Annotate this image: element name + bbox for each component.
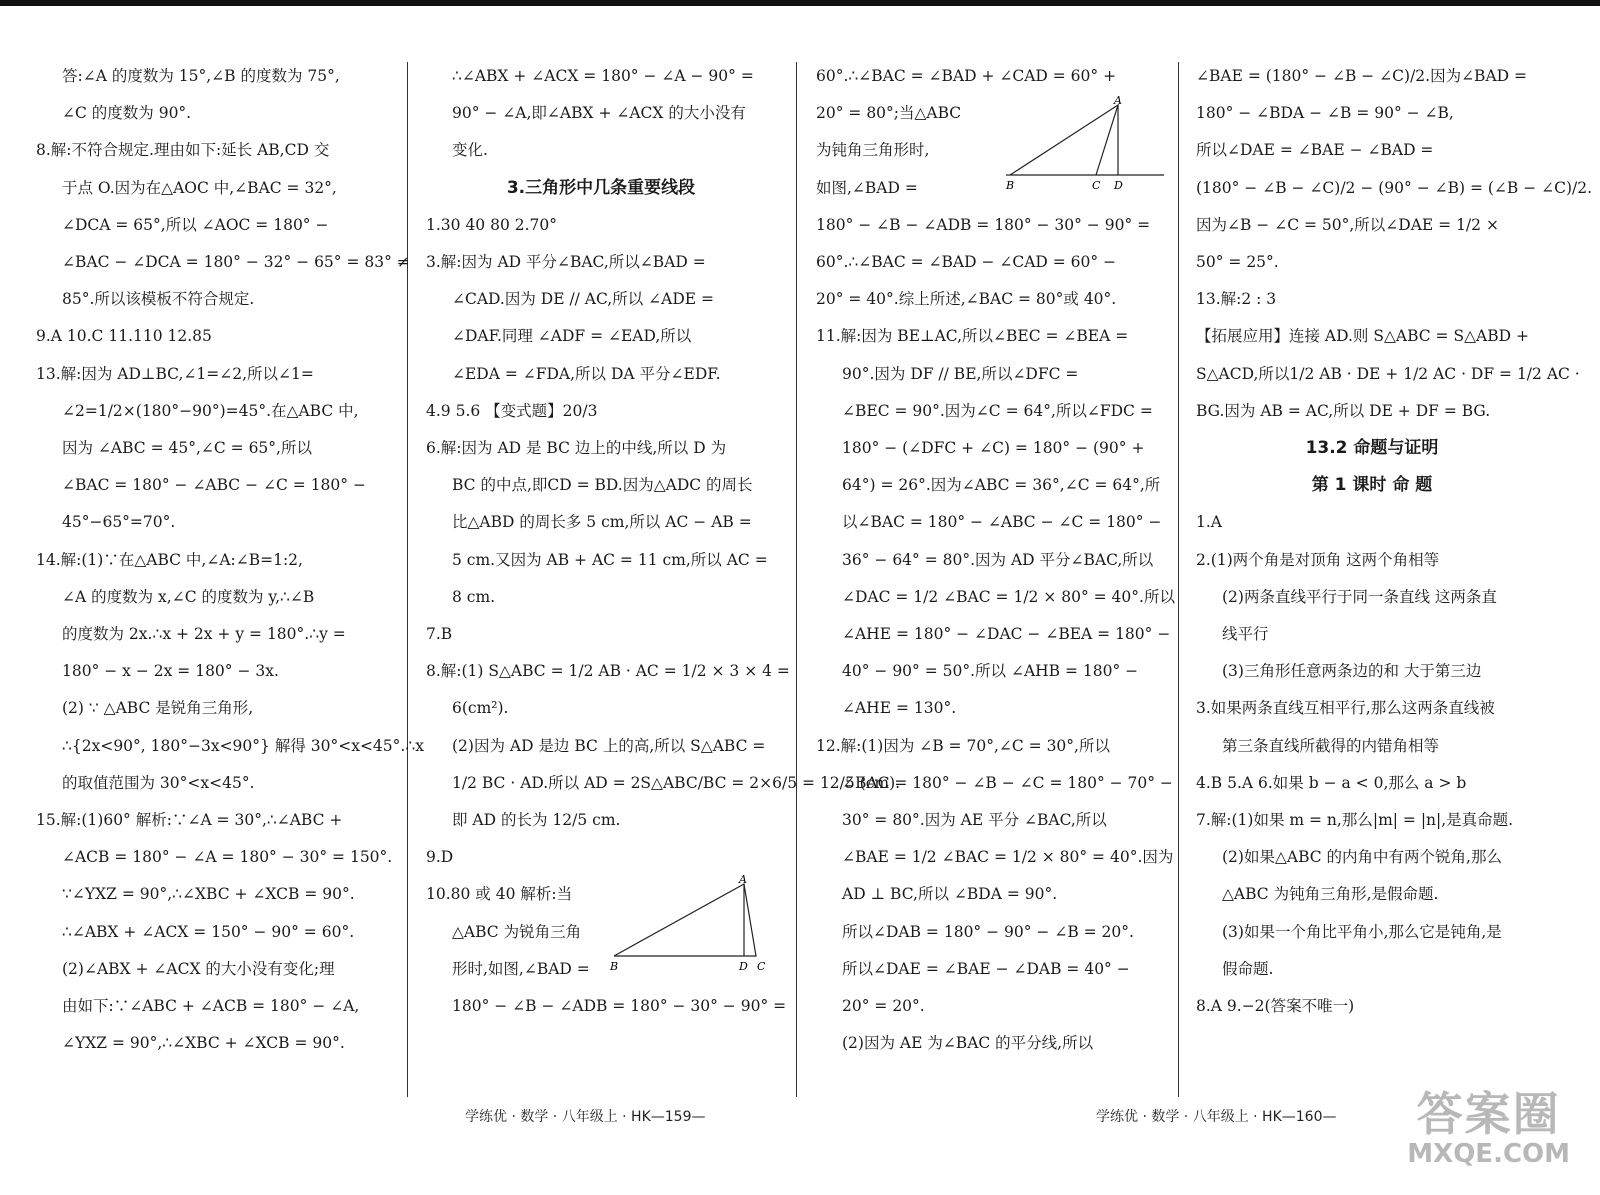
text-line: (3)如果一个角比平角小,那么它是钝角,是 <box>1222 922 1502 941</box>
text-line: (2)∠ABX + ∠ACX 的大小没有变化;理 <box>62 959 335 978</box>
watermark-main: 答案圈 <box>1416 1087 1561 1141</box>
watermark-sub: MXQE.COM <box>1407 1139 1570 1169</box>
text-line: 1.A <box>1196 513 1222 532</box>
text-line: 40° − 90° = 50°.所以 ∠AHB = 180° − <box>842 662 1139 681</box>
text-line: 8.解:不符合规定.理由如下:延长 AB,CD 交 <box>36 141 330 160</box>
figure-block-obtuse <box>816 95 1166 207</box>
page-footer-left: 学练优 · 数学 · 八年级上 · HK—159— <box>465 1109 706 1125</box>
text-line: ∠BAC − ∠DCA = 180° − 32° − 65° = 83° ≠ <box>62 253 410 272</box>
text-line: 180° − ∠BDA − ∠B = 90° − ∠B, <box>1196 104 1454 123</box>
column-divider <box>407 62 408 1097</box>
text-line: 20° = 40°.综上所述,∠BAC = 80°或 40°. <box>816 290 1117 309</box>
text-line: 8.解:(1) S△ABC = 1/2 AB · AC = 1/2 × 3 × 4 = <box>426 662 790 681</box>
text-line: 比△ABD 的周长多 5 cm,所以 AC − AB = <box>452 513 752 532</box>
text-line: 7.B <box>426 625 453 644</box>
text-line: 4.B 5.A 6.如果 b − a < 0,那么 a > b <box>1196 773 1467 792</box>
text-line: 60°.∴∠BAC = ∠BAD + ∠CAD = 60° + <box>816 67 1117 85</box>
text-line: 6(cm²). <box>452 699 509 718</box>
text-line: 30° = 80°.因为 AE 平分 ∠BAC,所以 <box>842 811 1107 830</box>
answer-column-3 <box>816 58 1175 1098</box>
text-line: 5 cm.又因为 AB + AC = 11 cm,所以 AC = <box>452 550 768 569</box>
text-line: 15.解:(1)60° 解析:∵∠A = 30°,∴∠ABC + <box>36 811 343 830</box>
text-line: 90° − ∠A,即∠ABX + ∠ACX 的大小没有 <box>452 104 746 123</box>
triangle-figure-acute <box>606 873 776 976</box>
text-line: 变化. <box>452 141 488 160</box>
text-line: 13.解:因为 AD⊥BC,∠1=∠2,所以∠1= <box>36 364 314 383</box>
text-line: BG.因为 AB = AC,所以 DE + DF = BG. <box>1196 401 1491 420</box>
watermark-logo <box>1407 1089 1570 1169</box>
text-line: 10.80 或 40 解析:当 <box>426 885 573 904</box>
text-line: 1/2 BC · AD.所以 AD = 2S△ABC/BC = 2×6/5 = 12/5 (cm). <box>452 773 901 792</box>
page-divider <box>796 62 797 1097</box>
vertex-label-a: A <box>1114 94 1122 108</box>
text-line: 9.D <box>426 848 454 867</box>
text-line: 所以∠DAE = ∠BAE − ∠BAD = <box>1196 141 1434 160</box>
text-line: 6.解:因为 AD 是 BC 边上的中线,所以 D 为 <box>426 439 727 458</box>
text-line: (3)三角形任意两条边的和 大于第三边 <box>1222 662 1482 681</box>
text-line: ∠DCA = 65°,所以 ∠AOC = 180° − <box>62 215 329 234</box>
text-line: 9.A 10.C 11.110 12.85 <box>36 327 212 346</box>
text-line: 14.解:(1)∵在△ABC 中,∠A:∠B=1:2, <box>36 550 303 569</box>
text-line: 180° − ∠B − ∠ADB = 180° − 30° − 90° = <box>816 215 1151 234</box>
text-line: 50° = 25°. <box>1196 253 1279 272</box>
text-line: 12.解:(1)因为 ∠B = 70°,∠C = 30°,所以 <box>816 736 1110 755</box>
vertex-label-c: C <box>1092 179 1101 193</box>
text-line: S△ACD,所以1/2 AB · DE + 1/2 AC · DF = 1/2 AC · <box>1196 364 1580 383</box>
text-line: 所以∠DAB = 180° − 90° − ∠B = 20°. <box>842 922 1134 941</box>
vertex-label-c: C <box>757 960 766 974</box>
text-line: 8 cm. <box>452 587 496 606</box>
text-line: ∠AHE = 130°. <box>842 699 957 718</box>
top-edge-bar <box>0 0 1600 6</box>
text-line: 于点 O.因为在△AOC 中,∠BAC = 32°, <box>62 178 337 197</box>
text-line: (2) ∵ △ABC 是锐角三角形, <box>62 699 254 718</box>
text-line: 因为 ∠ABC = 45°,∠C = 65°,所以 <box>62 439 312 458</box>
text-line: 13.解:2 : 3 <box>1196 290 1277 309</box>
text-line: ∠AHE = 180° − ∠DAC − ∠BEA = 180° − <box>842 625 1171 644</box>
page-footer-right: 学练优 · 数学 · 八年级上 · HK—160— <box>1096 1109 1337 1125</box>
text-line: △ABC 为锐角三角 <box>452 922 582 941</box>
text-line: 所以∠DAE = ∠BAE − ∠DAB = 40° − <box>842 959 1130 978</box>
text-line: AD ⊥ BC,所以 ∠BDA = 90°. <box>842 885 1058 904</box>
text-line: 36° − 64° = 80°.因为 AD 平分∠BAC,所以 <box>842 550 1154 569</box>
text-line: ∠CAD.因为 DE // AC,所以 ∠ADE = <box>452 290 715 309</box>
text-line: ∠BAC = 180° − ∠B − ∠C = 180° − 70° − <box>842 773 1173 792</box>
text-line: 第三条直线所截得的内错角相等 <box>1222 736 1440 755</box>
text-line: (2)如果△ABC 的内角中有两个锐角,那么 <box>1222 848 1502 867</box>
text-line: ∠2=1/2×(180°−90°)=45°.在△ABC 中, <box>62 401 359 420</box>
text-line: 20° = 20°. <box>842 997 925 1016</box>
section-heading: 13.2 命题与证明 <box>1305 438 1439 459</box>
text-line: 的取值范围为 30°<x<45°. <box>62 773 255 792</box>
vertex-label-d: D <box>1114 179 1123 193</box>
text-line: ∠DAC = 1/2 ∠BAC = 1/2 × 80° = 40°.所以 <box>842 587 1175 606</box>
text-line: 85°.所以该模板不符合规定. <box>62 290 255 309</box>
text-line: (2)因为 AD 是边 BC 上的高,所以 S△ABC = <box>452 736 766 755</box>
text-line: 7.解:(1)如果 m = n,那么|m| = |n|,是真命题. <box>1196 811 1514 830</box>
text-line: 3.解:因为 AD 平分∠BAC,所以∠BAD = <box>426 253 706 272</box>
text-line: 线平行 <box>1222 625 1269 644</box>
text-line: 由如下:∵∠ABC + ∠ACB = 180° − ∠A, <box>62 997 360 1016</box>
text-line: 答:∠A 的度数为 15°,∠B 的度数为 75°, <box>62 67 340 85</box>
text-line: ∠BAE = (180° − ∠B − ∠C)/2.因为∠BAD = <box>1196 67 1527 85</box>
text-line: (2)两条直线平行于同一条直线 这两条直 <box>1222 587 1497 606</box>
text-line: △ABC 为钝角三角形,是假命题. <box>1222 885 1439 904</box>
text-line: 64°) = 26°.因为∠ABC = 36°,∠C = 64°,所 <box>842 476 1161 495</box>
figure-block-acute <box>426 873 776 988</box>
text-line: 因为∠B − ∠C = 50°,所以∠DAE = 1/2 × <box>1196 215 1499 234</box>
lesson-heading: 第 1 课时 命 题 <box>1311 475 1433 496</box>
text-line: ∠YXZ = 90°,∴∠XBC + ∠XCB = 90°. <box>62 1034 345 1053</box>
text-line: 形时,如图,∠BAD = <box>452 959 590 978</box>
text-line: ∠C 的度数为 90°. <box>62 104 192 123</box>
text-line: 的度数为 2x.∴x + 2x + y = 180°.∴y = <box>62 625 346 644</box>
text-line: ∠ACB = 180° − ∠A = 180° − 30° = 150°. <box>62 848 393 867</box>
text-line: ∠BAE = 1/2 ∠BAC = 1/2 × 80° = 40°.因为 <box>842 848 1174 867</box>
column-divider <box>1178 62 1179 1097</box>
text-line: ∠BAC = 180° − ∠ABC − ∠C = 180° − <box>62 476 366 495</box>
text-line: (180° − ∠B − ∠C)/2 − (90° − ∠B) = (∠B − ∠C)/2. <box>1196 178 1593 197</box>
text-line: ∴∠ABX + ∠ACX = 180° − ∠A − 90° = <box>452 67 754 85</box>
text-line: ∠BEC = 90°.因为∠C = 64°,所以∠FDC = <box>842 401 1153 420</box>
text-line: 3.如果两条直线互相平行,那么这两条直线被 <box>1196 699 1495 718</box>
text-line: 90°.因为 DF // BE,所以∠DFC = <box>842 364 1079 383</box>
text-line: 11.解:因为 BE⊥AC,所以∠BEC = ∠BEA = <box>816 327 1129 346</box>
text-line: 如图,∠BAD = <box>816 178 918 197</box>
text-line: BC 的中点,即CD = BD.因为△ADC 的周长 <box>452 476 753 495</box>
answer-column-4 <box>1196 58 1593 1098</box>
text-line: 180° − x − 2x = 180° − 3x. <box>62 662 279 681</box>
text-line: 1.30 40 80 2.70° <box>426 215 558 234</box>
vertex-label-b: B <box>1006 179 1015 193</box>
answer-column-1 <box>36 58 424 1098</box>
text-line: 180° − ∠B − ∠ADB = 180° − 30° − 90° = <box>452 997 787 1016</box>
vertex-label-a: A <box>739 873 747 887</box>
text-line: 60°.∴∠BAC = ∠BAD − ∠CAD = 60° − <box>816 253 1117 272</box>
text-line: 以∠BAC = 180° − ∠ABC − ∠C = 180° − <box>842 513 1162 532</box>
text-line: ∠EDA = ∠FDA,所以 DA 平分∠EDF. <box>452 364 721 383</box>
section-heading: 3.三角形中几条重要线段 <box>506 177 696 198</box>
text-line: 8.A 9.−2(答案不唯一) <box>1196 997 1355 1016</box>
triangle-figure-obtuse <box>996 95 1166 195</box>
text-line: 假命题. <box>1222 959 1274 978</box>
text-line: ∴∠ABX + ∠ACX = 150° − 90° = 60°. <box>62 922 355 941</box>
text-line: 45°−65°=70°. <box>62 513 176 532</box>
text-line: ∵∠YXZ = 90°,∴∠XBC + ∠XCB = 90°. <box>62 885 355 904</box>
text-line: (2)因为 AE 为∠BAC 的平分线,所以 <box>842 1034 1094 1053</box>
text-line: 20° = 80°;当△ABC <box>816 104 962 123</box>
text-line: 即 AD 的长为 12/5 cm. <box>452 811 621 830</box>
text-line: ∠DAF.同理 ∠ADF = ∠EAD,所以 <box>452 327 692 346</box>
text-line: 180° − (∠DFC + ∠C) = 180° − (90° + <box>842 439 1145 458</box>
text-line: 【拓展应用】连接 AD.则 S△ABC = S△ABD + <box>1196 327 1529 346</box>
text-line: 为钝角三角形时, <box>816 141 930 160</box>
text-line: ∴{2x<90°, 180°−3x<90°} 解得 30°<x<45°.∴x <box>62 736 424 755</box>
text-line: ∠A 的度数为 x,∠C 的度数为 y,∴∠B <box>62 587 315 606</box>
text-line: 2.(1)两个角是对顶角 这两个角相等 <box>1196 550 1440 569</box>
vertex-label-d: D <box>739 960 748 974</box>
vertex-label-b: B <box>610 960 619 974</box>
text-line: 4.9 5.6 【变式题】20/3 <box>426 401 598 420</box>
